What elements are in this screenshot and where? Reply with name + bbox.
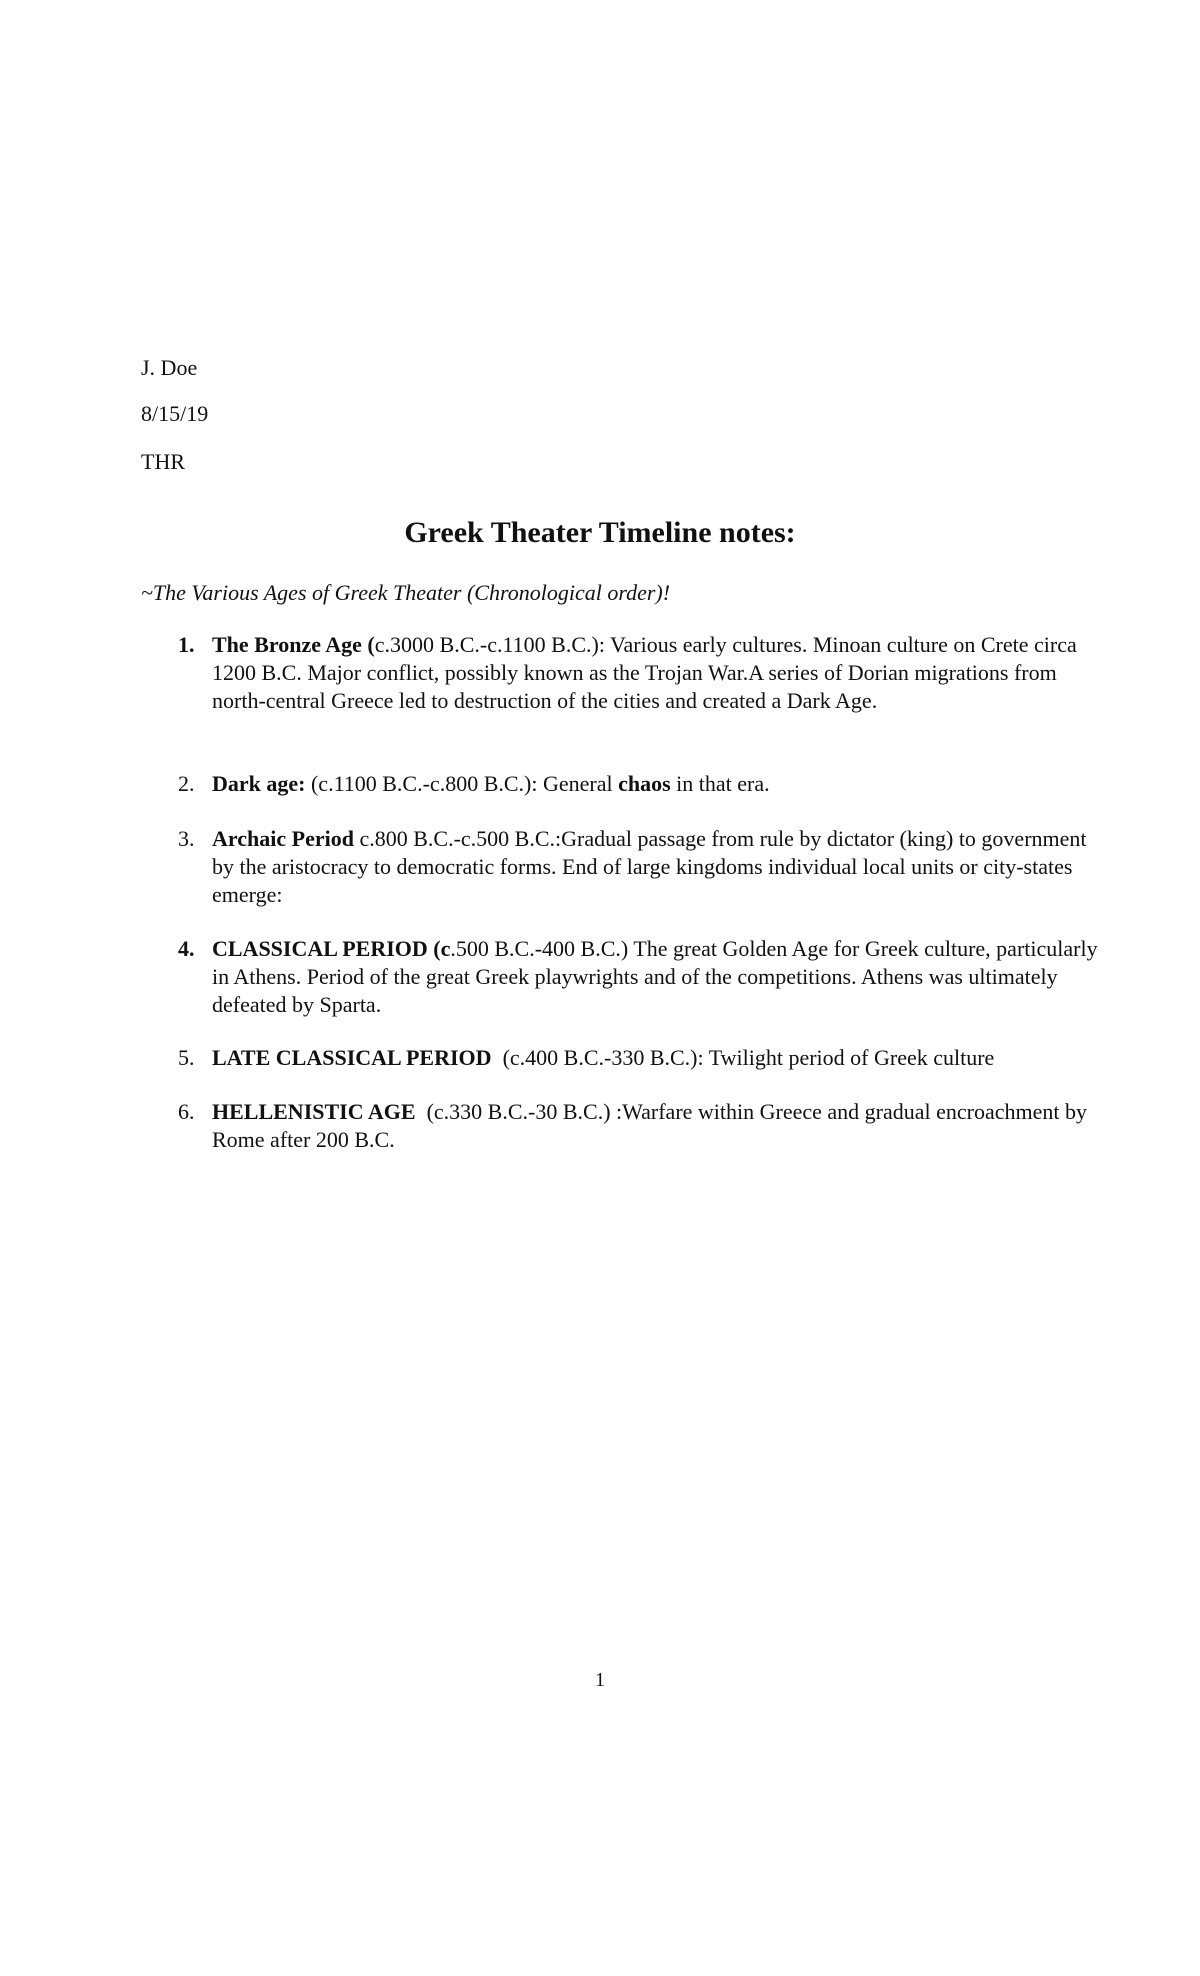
author-name: J. Doe — [141, 355, 198, 380]
list-item-body: -c.1100 B.C.): Various early cultures. Minoan culture on Crete circa 1200 B.C. Major conflict, possibly known as the Trojan War.A series of Dorian migrations from north-central Greece led to destruction of the cities and created a Dark Age. — [212, 632, 1077, 713]
list-item-text — [212, 1044, 1112, 1072]
list-item-heading: Archaic Period — [212, 826, 354, 851]
list-item-number: 5. — [178, 1045, 195, 1070]
list-item — [141, 631, 1077, 715]
list-item-emphasis: chaos — [618, 771, 671, 796]
course-code: THR — [141, 449, 185, 474]
document-subtitle: ~The Various Ages of Greek Theater (Chronological order)! — [141, 580, 671, 605]
list-item-number: 6. — [178, 1099, 195, 1124]
list-item-text — [212, 935, 1112, 1019]
list-item — [141, 1098, 1093, 1154]
list-item-heading: HELLENISTIC AGE — [212, 1099, 416, 1124]
list-item-body: c.3000 — [374, 632, 440, 657]
page-number: 1 — [595, 1669, 605, 1691]
list-item-body: in that era. — [670, 771, 770, 796]
list-item-text — [212, 825, 1112, 909]
list-item-heading: The Bronze Age ( — [212, 632, 375, 657]
list-item-text — [212, 770, 1112, 798]
list-item-text — [212, 1098, 1112, 1154]
list-item-body: (c.330 B.C.-30 B.C.) :Warfare within Greece and gradual encroachment by Rome after 200 B.C. — [212, 1099, 1093, 1152]
list-item — [141, 935, 1098, 1019]
list-item-heading: Dark age: — [212, 771, 306, 796]
list-item-number: 3. — [178, 826, 195, 851]
list-item-body: c.800 B.C.-c.500 B.C.:Gradual passage from rule by dictator (king) to government by the aristocracy to democratic forms. End of large kingdoms individual local units or city-states emerge: — [212, 826, 1087, 907]
list-item-heading: CLASSICAL PERIOD (c — [212, 936, 451, 961]
document-title: Greek Theater Timeline notes: — [404, 516, 796, 549]
list-item-number: 1. — [178, 632, 195, 657]
list-item — [141, 825, 1087, 909]
list-item-body-bold-part: B.C. — [439, 632, 480, 657]
list-item-body: (c.400 B.C.-330 B.C.): Twilight period of Greek culture — [491, 1045, 995, 1070]
list-item-body: .500 B.C.-400 B.C.) The great Golden Age for Greek culture, particularly in Athens. Period of the great Greek playwrights and of the competitions. Athens was ultimately defeated by Sparta. — [212, 936, 1098, 1017]
list-item-number: 4. — [178, 936, 195, 961]
list-item-body: (c.1100 B.C.-c.800 B.C.): General — [305, 771, 619, 796]
list-item-number: 2. — [178, 771, 195, 796]
list-item — [141, 770, 1071, 798]
list-item — [141, 1044, 1071, 1072]
list-item-text — [212, 631, 1112, 715]
document-date: 8/15/19 — [141, 401, 209, 426]
list-item-heading: LATE CLASSICAL PERIOD — [212, 1045, 492, 1070]
